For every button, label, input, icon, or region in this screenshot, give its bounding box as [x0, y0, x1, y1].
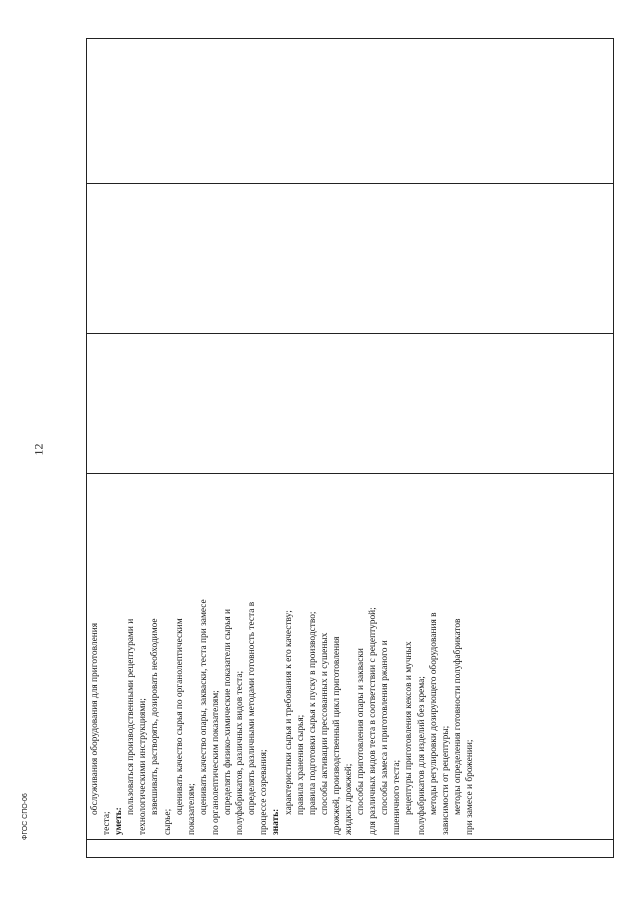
- requirement-line: пшеничного теста;: [392, 759, 403, 835]
- document-footer: ФГОС СПО-06: [22, 793, 29, 840]
- requirement-line: пользоваться производственными рецептурами и: [126, 618, 137, 815]
- competency-table: [86, 38, 614, 858]
- requirement-line: теста;: [102, 811, 113, 835]
- requirement-line: методы определения готовности полуфабрикатов: [452, 618, 463, 815]
- requirement-line: технологическими инструкциями;: [138, 698, 149, 835]
- requirement-line: при замесе и брожении;: [464, 739, 475, 835]
- requirement-line: жидких дрожжей;: [343, 763, 354, 835]
- requirement-line: рецептуры приготовления кексов и мучных: [404, 641, 415, 815]
- table-column-hours: [87, 333, 613, 473]
- requirement-line: зависимости от рецептуры;: [440, 725, 451, 835]
- requirement-line: обслуживания оборудования для приготовления: [90, 622, 100, 815]
- competency-table-rotated: [86, 38, 614, 858]
- requirement-line: оценивать качество опары, закваски, теста при замесе: [198, 599, 209, 815]
- requirement-line: правила подготовки сырья к пуску в производство;: [307, 611, 318, 815]
- requirement-line: способы активации прессованных и сушеных: [319, 632, 330, 815]
- requirement-line: сырье;: [162, 808, 173, 835]
- requirement-line: взвешивать, растворять, дозировать необходимое: [150, 618, 161, 815]
- table-column-index: [87, 839, 613, 857]
- requirement-line: по органолептическим показателям;: [210, 690, 221, 835]
- requirement-line: полуфабрикатов для изделий без крема;: [416, 676, 427, 835]
- requirement-line: дрожжей, производственный цикл приготовления: [331, 636, 342, 835]
- requirement-line: показателям;: [186, 783, 197, 835]
- table-column-disciplines: [87, 183, 613, 333]
- requirement-line: определять физико-химические показатели сырья и: [223, 608, 234, 815]
- requirement-line: уметь:: [114, 807, 125, 835]
- requirement-line: знать:: [271, 808, 282, 835]
- requirement-line: способы приготовления опары и закваски: [356, 648, 367, 815]
- requirement-line: способы замеса и приготовления ржаного и: [380, 640, 391, 815]
- requirement-line: процессе созревания;: [259, 749, 270, 835]
- table-column-requirements: [87, 473, 613, 839]
- requirements-text: [89, 475, 476, 835]
- requirement-line: методы регулировки дозирующего оборудования в: [428, 612, 439, 815]
- page-number: 12: [31, 443, 46, 456]
- requirement-line: оценивать качество сырья по органолептическим: [174, 618, 185, 815]
- table-column-competencies: [87, 37, 613, 183]
- requirement-line: характеристики сырья и требования к его качеству;: [283, 610, 294, 815]
- requirement-line: определять различными методами готовность теста в: [247, 601, 258, 815]
- requirement-line: правила хранения сырья;: [295, 714, 306, 815]
- requirement-line: полуфабрикатов, различных видов теста;: [235, 670, 246, 835]
- requirement-line: для различных видов теста в соответствии с рецептурой;: [368, 607, 379, 835]
